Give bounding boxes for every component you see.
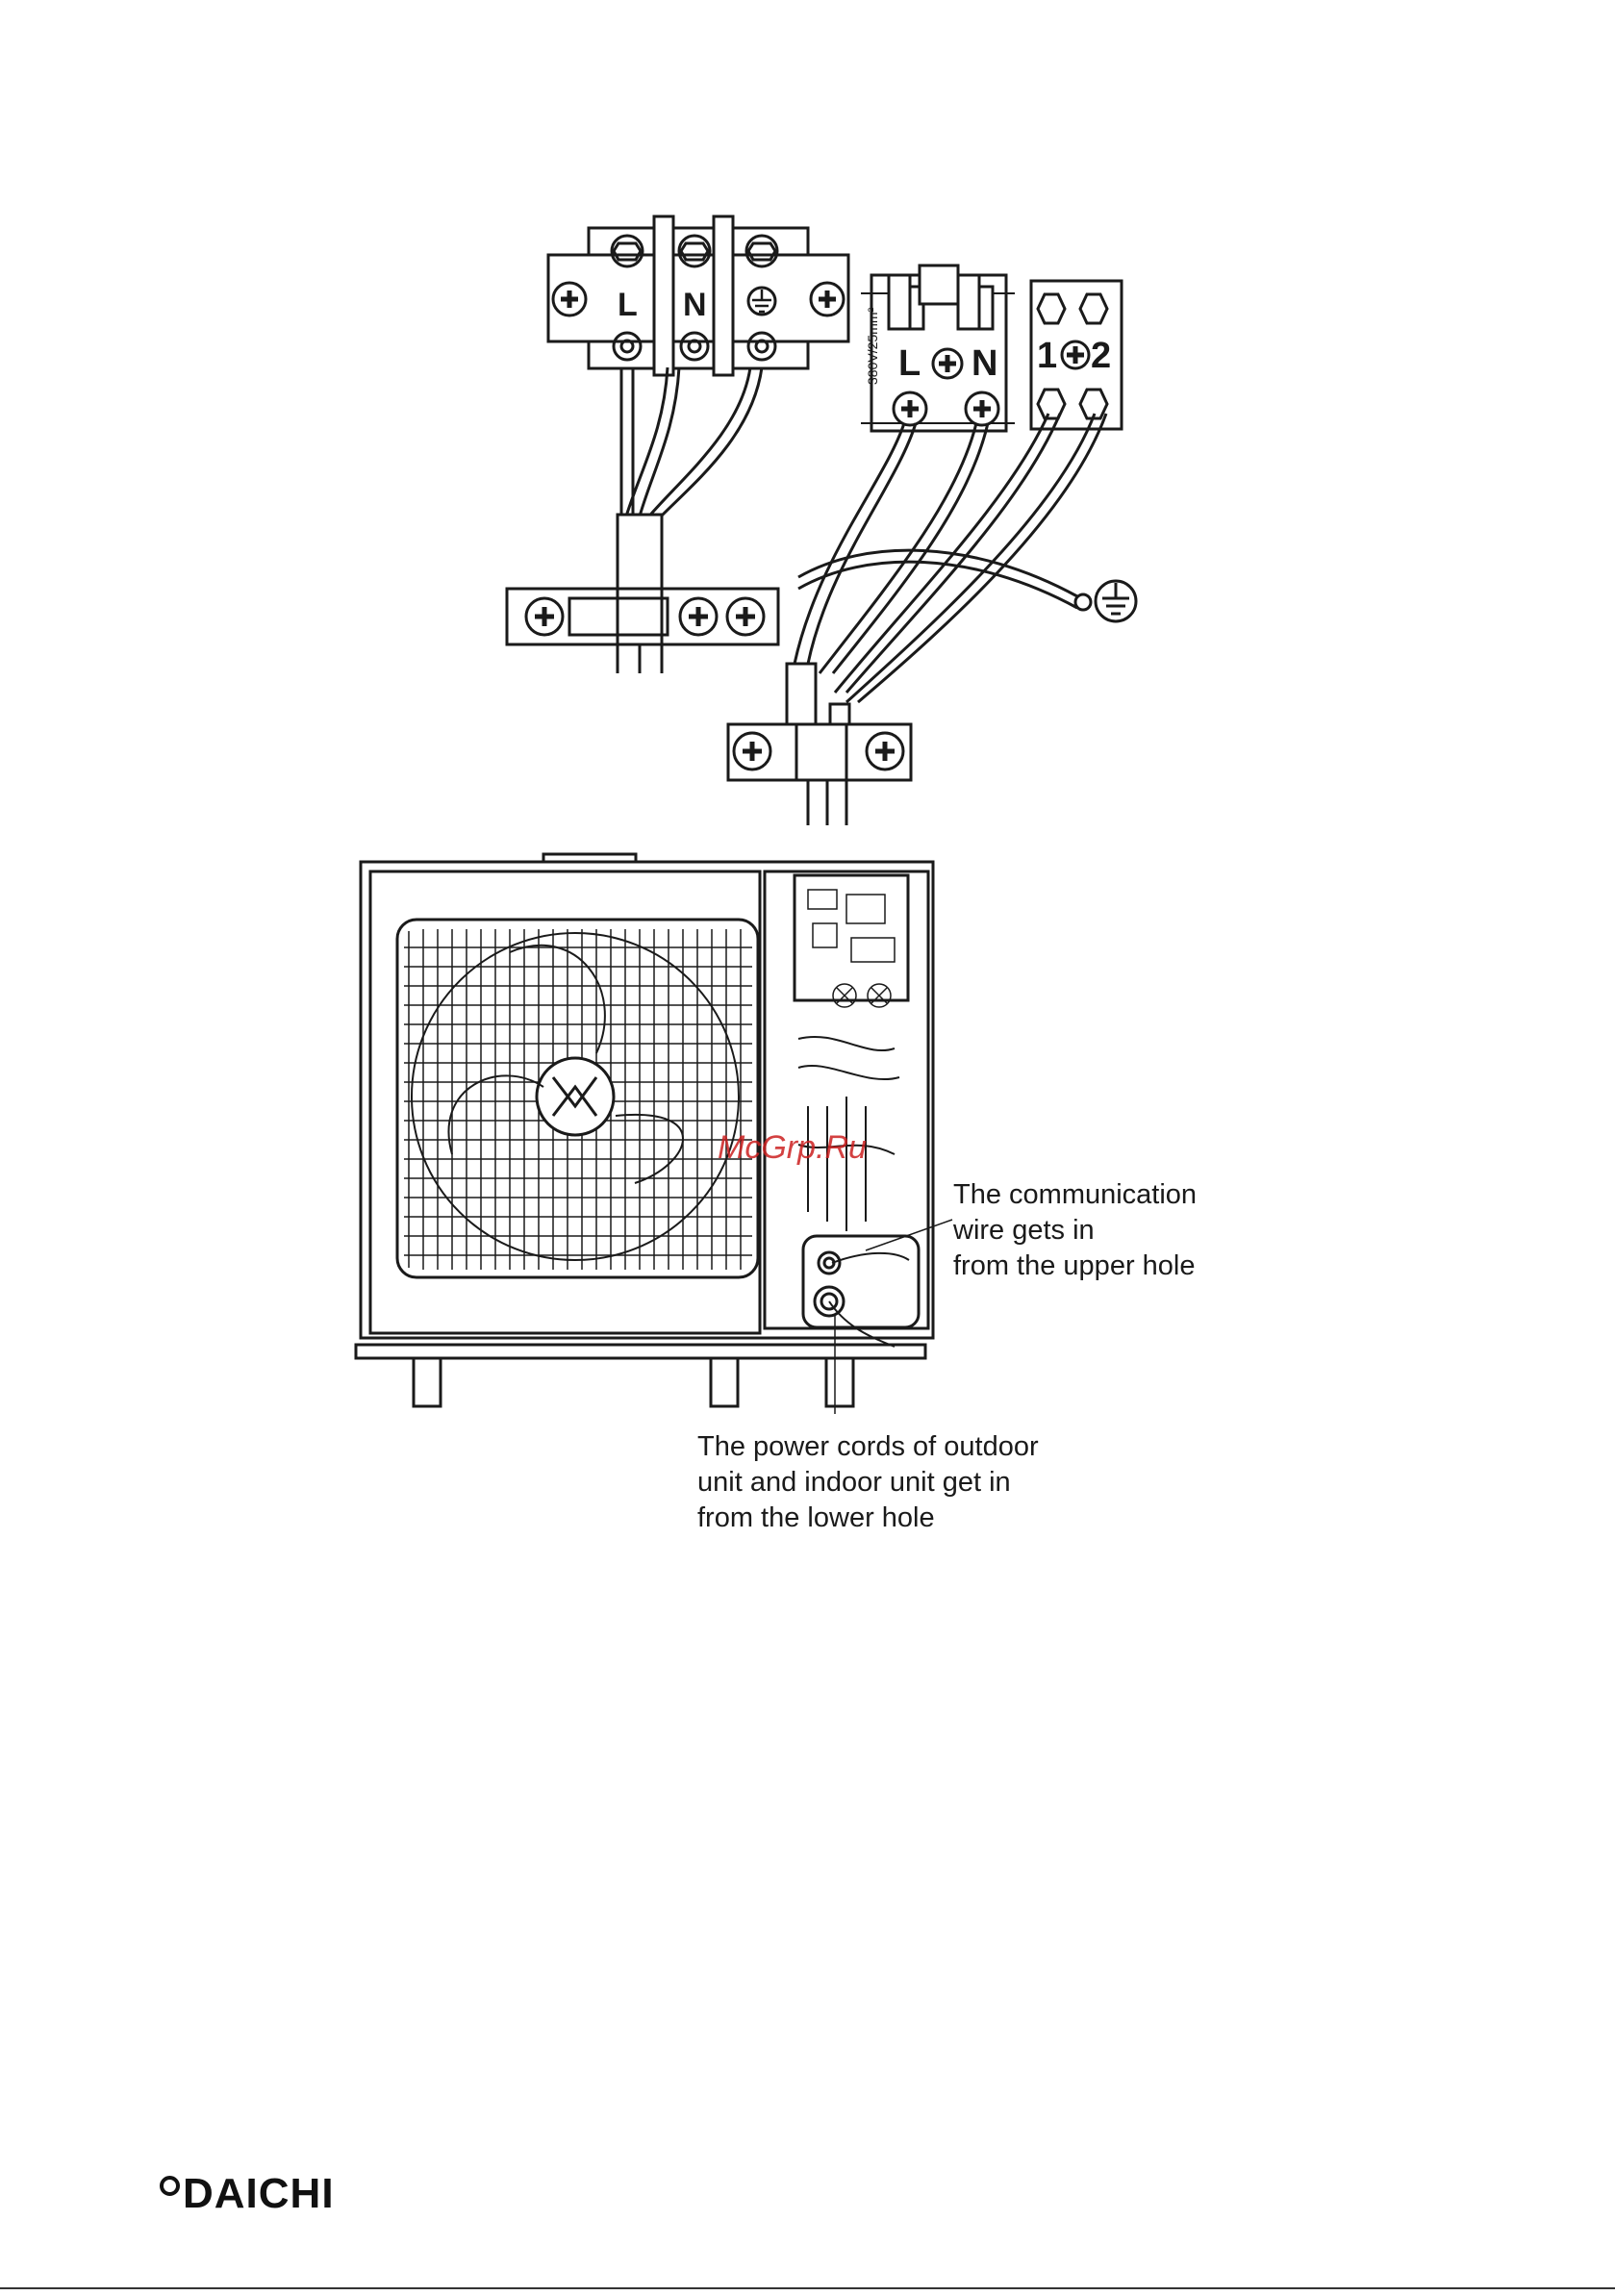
terminal-rating-label: 380V/25mm²: [865, 307, 880, 385]
terminal-block-left: [548, 216, 848, 375]
callout-communication-wire: The communication wire gets in from the upper hole: [953, 1179, 1198, 1281]
logo-dot-icon: [160, 2176, 180, 2196]
cable-clamp-left: [507, 589, 778, 673]
terminal-block-comm: [1031, 281, 1122, 429]
callout-power-cords: The power cords of outdoor unit and indoor unit get in from the lower hole: [697, 1431, 1039, 1533]
fan-hub: [537, 1058, 614, 1135]
terminal-label-l: L: [898, 343, 921, 384]
comm-label-1: 1: [1037, 336, 1058, 376]
brand-name: DAICHI: [183, 2170, 335, 2217]
watermark: McGrp.Ru: [718, 1129, 867, 1166]
terminal-label-n: N: [683, 287, 707, 323]
terminal-block-right: [861, 265, 1015, 431]
comm-label-2: 2: [1091, 336, 1112, 376]
wires-right: [795, 414, 1136, 702]
cable-clamp-right: [728, 724, 911, 825]
brand-logo: [160, 2170, 335, 2218]
footer-divider: [0, 2287, 1615, 2289]
terminal-label-n: N: [972, 343, 998, 384]
wires-left: [621, 367, 762, 524]
earth-icon: [1096, 581, 1136, 621]
terminal-label-l: L: [618, 287, 638, 323]
earth-icon: [748, 288, 775, 315]
